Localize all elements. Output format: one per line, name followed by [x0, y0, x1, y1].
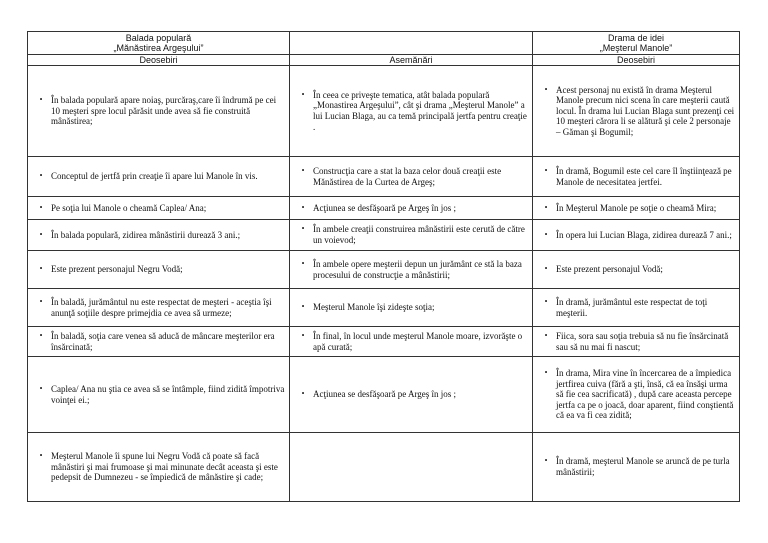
right-work-title [533, 32, 740, 55]
bullet-icon: • [39, 451, 43, 461]
cell-middle [290, 197, 533, 220]
comparison-page [27, 31, 739, 502]
bullet-icon: • [544, 264, 548, 274]
right-work-title-line1: Drama de idei [607, 33, 665, 43]
cell-text: Meşterul Manole îi spune lui Negru Vodă că poate să facă mânăstiri şi mai frumoase şi mai minunate decât aceasta şi este pedepsit de Dumnezeu - se împiedică de mânăstire şi cade; [51, 451, 278, 483]
bullet-icon: • [39, 383, 43, 393]
bullet-icon: • [544, 330, 548, 340]
list-item [536, 203, 735, 214]
list-item [293, 259, 528, 280]
col-header-middle: Asemănări [290, 55, 533, 66]
table-row [28, 197, 740, 220]
cell-text: Acţiunea se desfăşoară pe Argeş în jos ; [313, 389, 457, 400]
cell-text: În dramă, meşterul Manole se aruncă de pe turla mânăstirii; [556, 456, 730, 477]
cell-text: În balada populară apare noiaş, purcăraş,care îi îndrumă pe cei 10 meşteri spre locul părăsit unde avea să fie construită mânăstirea; [51, 95, 277, 127]
cell-text: Pe soţia lui Manole o cheamă Caplea/ Ana; [51, 202, 207, 213]
table-row [28, 251, 740, 289]
cell-text: În opera lui Lucian Blaga, zidirea durează 7 ani.; [556, 229, 732, 240]
cell-text: În baladă, jurământul nu este respectat de meşteri - aceştia îşi anunţă soţiile despre primejdia ce avea să urmeze; [51, 296, 272, 318]
list-item [536, 85, 735, 138]
bullet-icon: • [544, 84, 548, 94]
list-item [536, 331, 735, 352]
list-item [293, 331, 528, 352]
bullet-icon: • [301, 330, 305, 340]
list-item [536, 297, 735, 318]
cell-text: Caplea/ Ana nu ştia ce avea să se întâmple, fiind zidită împotriva voinţei ei.; [51, 383, 285, 405]
cell-right [533, 357, 740, 433]
bullet-icon: • [39, 264, 43, 274]
list-item [536, 230, 735, 241]
table-row [28, 157, 740, 197]
list-item [293, 203, 528, 214]
list-item [536, 166, 735, 187]
cell-middle [290, 66, 533, 157]
cell-text: În ceea ce priveşte tematica, atât balada populară „Monastirea Argeşului”, cât şi drama „Meşterul Manole” a lui Lucian Blaga, au ca temă principală jertfa pentru creaţie . [313, 89, 527, 132]
bullet-icon: • [39, 202, 43, 212]
col-header-left: Deosebiri [28, 55, 290, 66]
cell-middle [290, 357, 533, 433]
bullet-icon: • [544, 202, 548, 212]
bullet-icon: • [39, 330, 43, 340]
cell-right [533, 327, 740, 357]
bullet-icon: • [544, 229, 548, 239]
cell-text: Meşterul Manole îşi zideşte soţia; [313, 302, 435, 313]
bullet-icon: • [301, 202, 305, 212]
table-row [28, 433, 740, 502]
cell-middle [290, 289, 533, 327]
bullet-icon: • [301, 258, 305, 268]
cell-middle [290, 327, 533, 357]
bullet-icon: • [544, 296, 548, 306]
bullet-icon: • [39, 296, 43, 306]
cell-text: Este prezent personajul Negru Vodă; [51, 264, 183, 275]
cell-middle [290, 220, 533, 251]
table-row [28, 66, 740, 157]
list-item [536, 368, 735, 421]
bullet-icon: • [39, 95, 43, 105]
cell-text: În ambele opere meşterii depun un jurământ ce stă la baza procesului de construcţie a mânăstirii; [313, 258, 522, 280]
cell-right [533, 289, 740, 327]
col-header-right: Deosebiri [533, 55, 740, 66]
cell-middle [290, 251, 533, 289]
cell-text: Conceptul de jertfă prin creaţie îi apare lui Manole în vis. [51, 171, 258, 182]
left-work-title [28, 32, 290, 55]
cell-middle [290, 433, 533, 502]
cell-left [28, 327, 290, 357]
cell-right [533, 66, 740, 157]
right-work-title-line2: „Meşterul Manole” [599, 43, 673, 53]
bullet-icon: • [301, 302, 305, 312]
bullet-icon: • [39, 229, 43, 239]
cell-middle [290, 157, 533, 197]
list-item [536, 264, 735, 275]
cell-left [28, 220, 290, 251]
bullet-icon: • [544, 165, 548, 175]
cell-right [533, 157, 740, 197]
cell-text: În balada populară, zidirea mânăstirii durează 3 ani.; [51, 229, 241, 240]
list-item [31, 297, 285, 318]
comparison-rows [28, 66, 740, 502]
cell-text: În dramă, jurământul este respectat de toţi meşterii. [556, 296, 708, 318]
bullet-icon: • [544, 368, 548, 378]
list-item [31, 331, 285, 352]
cell-text: În final, în locul unde meşterul Manole moare, izvorăşte o apă curată; [313, 330, 523, 352]
middle-title-blank [290, 32, 533, 55]
list-item [293, 302, 528, 313]
list-item [293, 90, 528, 132]
list-item [31, 384, 285, 405]
cell-left [28, 357, 290, 433]
list-item [293, 224, 528, 245]
list-item [31, 230, 285, 241]
cell-text: Este prezent personajul Vodă; [556, 264, 663, 275]
bullet-icon: • [301, 224, 305, 234]
left-work-title-line2: „Mănăstirea Argeşului” [113, 43, 204, 53]
cell-right [533, 251, 740, 289]
column-header-row [28, 55, 740, 66]
cell-text: Acest personaj nu există în drama Meşterul Manole precum nici scena în care meşterii caută locul. În drama lui Lucian Blaga sunt prezenţi cei 10 meşteri cărora li se alătură şi cele 2 personaje – Găman şi Bogumil; [556, 84, 735, 137]
comparison-table [27, 31, 740, 502]
list-item [31, 95, 285, 127]
cell-text: Fiica, sora sau soţia trebuia să nu fie însărcinată sau să nu mai fi nascut; [556, 330, 729, 352]
list-item [31, 264, 285, 275]
bullet-icon: • [544, 456, 548, 466]
list-item [31, 203, 285, 214]
cell-right [533, 197, 740, 220]
left-work-title-line1: Balada populară [125, 33, 192, 43]
cell-right [533, 433, 740, 502]
cell-text: În drama, Mira vine în încercarea de a împiedica jertfirea cuiva (fără a şti, însă, că ea însăşi urma să fie cea sacrificată) , după care aceasta percepe jertfa ca pe o joacă, doar aparent, fiind conştientă că ea va fi cea zidită; [556, 368, 734, 421]
list-item [293, 389, 528, 400]
cell-text: Acţiunea se desfăşoară pe Argeş în jos ; [313, 202, 457, 213]
list-item [536, 456, 735, 477]
bullet-icon: • [39, 171, 43, 181]
cell-text: În baladă, soţia care venea să aducă de mâncare meşterilor era însărcinată; [51, 330, 275, 352]
cell-text: Construcţia care a stat la baza celor două creaţii este Mănăstirea de la Curtea de Argeş; [313, 165, 502, 187]
bullet-icon: • [301, 165, 305, 175]
cell-left [28, 289, 290, 327]
title-row [28, 32, 740, 55]
cell-text: În Meşterul Manole pe soţie o cheamă Mira; [556, 202, 717, 213]
cell-left [28, 197, 290, 220]
list-item [293, 166, 528, 187]
table-row [28, 327, 740, 357]
cell-right [533, 220, 740, 251]
bullet-icon: • [301, 389, 305, 399]
cell-left [28, 66, 290, 157]
table-row [28, 220, 740, 251]
list-item [31, 451, 285, 483]
list-item [31, 171, 285, 182]
cell-left [28, 157, 290, 197]
bullet-icon: • [301, 89, 305, 99]
cell-left [28, 433, 290, 502]
cell-left [28, 251, 290, 289]
cell-text: În ambele creaţii construirea mânăstirii este cerută de către un voievod; [313, 224, 525, 245]
table-row [28, 289, 740, 327]
cell-text: În dramă, Bogumil este cel care îl înştiinţează pe Manole de necesitatea jertfei. [556, 165, 732, 187]
table-row [28, 357, 740, 433]
